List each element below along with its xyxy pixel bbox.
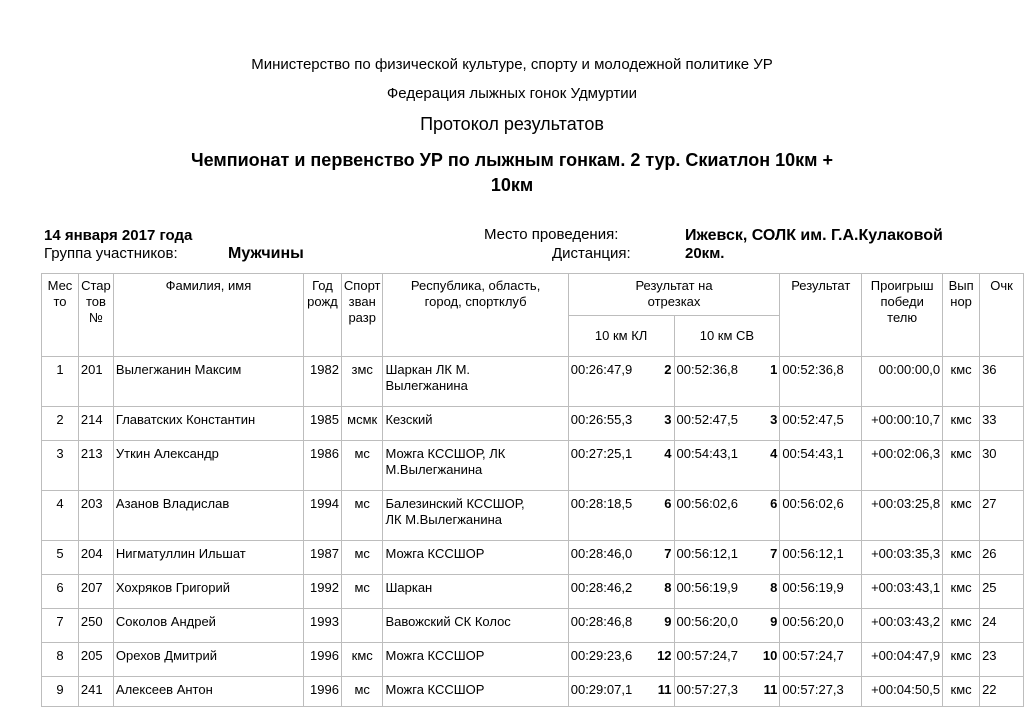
cell-club: Можга КССШОР, ЛК М.Вылегжанина: [383, 441, 568, 491]
col-leg1: 10 км КЛ: [568, 316, 674, 357]
cell-result: 00:54:43,1: [780, 441, 862, 491]
col-qual: Вып нор: [943, 274, 980, 357]
cell-rank: змс: [341, 357, 383, 407]
cell-place: 4: [42, 491, 79, 541]
col-rank: Спорт зван разр: [341, 274, 383, 357]
cell-bib: 241: [78, 677, 113, 707]
cell-p2: 10: [758, 643, 780, 677]
cell-place: 2: [42, 407, 79, 441]
col-name: Фамилия, имя: [113, 274, 303, 357]
cell-place: 8: [42, 643, 79, 677]
cell-name: Орехов Дмитрий: [113, 643, 303, 677]
cell-club: Балезинский КССШОР, ЛК М.Вылегжанина: [383, 491, 568, 541]
ministry-line: Министерство по физической культуре, спорту и молодежной политике УР: [251, 56, 773, 73]
cell-behind: 00:00:00,0: [862, 357, 943, 407]
cell-points: 25: [980, 575, 1024, 609]
table-row: [42, 541, 1024, 575]
cell-behind: +00:03:25,8: [862, 491, 943, 541]
cell-behind: +00:03:43,2: [862, 609, 943, 643]
cell-p1: 9: [652, 609, 674, 643]
cell-t2: 00:56:12,1: [674, 541, 758, 575]
cell-t2: 00:56:20,0: [674, 609, 758, 643]
federation-line: Федерация лыжных гонок Удмуртии: [386, 85, 638, 102]
cell-year: 1994: [303, 491, 341, 541]
event-date: 14 января 2017 года: [44, 227, 193, 244]
cell-bib: 250: [78, 609, 113, 643]
cell-name: Хохряков Григорий: [113, 575, 303, 609]
cell-rank: [341, 609, 383, 643]
venue-value: Ижевск, СОЛК им. Г.А.Кулаковой: [685, 227, 943, 244]
col-bib: Стар тов №: [78, 274, 113, 357]
cell-points: 24: [980, 609, 1024, 643]
cell-points: 27: [980, 491, 1024, 541]
cell-t1: 00:29:23,6: [568, 643, 652, 677]
cell-p2: 9: [758, 609, 780, 643]
cell-qual: кмс: [943, 575, 980, 609]
cell-behind: +00:04:47,9: [862, 643, 943, 677]
cell-p1: 7: [652, 541, 674, 575]
cell-p1: 11: [652, 677, 674, 707]
cell-result: 00:56:02,6: [780, 491, 862, 541]
cell-year: 1993: [303, 609, 341, 643]
cell-club: Кезский: [383, 407, 568, 441]
cell-name: Алексеев Антон: [113, 677, 303, 707]
cell-p2: 8: [758, 575, 780, 609]
cell-bib: 203: [78, 491, 113, 541]
cell-t2: 00:56:19,9: [674, 575, 758, 609]
cell-p2: 1: [758, 357, 780, 407]
cell-t1: 00:29:07,1: [568, 677, 652, 707]
cell-year: 1992: [303, 575, 341, 609]
event-title-line2: 10км: [490, 175, 534, 195]
cell-place: 5: [42, 541, 79, 575]
cell-place: 9: [42, 677, 79, 707]
cell-t1: 00:28:46,0: [568, 541, 652, 575]
table-row: [42, 407, 1024, 441]
cell-behind: +00:04:50,5: [862, 677, 943, 707]
cell-year: 1996: [303, 643, 341, 677]
cell-qual: кмс: [943, 441, 980, 491]
cell-rank: мс: [341, 441, 383, 491]
cell-p1: 6: [652, 491, 674, 541]
venue-label: Место проведения:: [484, 226, 619, 243]
cell-t2: 00:54:43,1: [674, 441, 758, 491]
cell-behind: +00:02:06,3: [862, 441, 943, 491]
cell-club: Шаркан: [383, 575, 568, 609]
cell-points: 22: [980, 677, 1024, 707]
cell-result: 00:52:36,8: [780, 357, 862, 407]
cell-bib: 207: [78, 575, 113, 609]
cell-name: Главатских Константин: [113, 407, 303, 441]
cell-rank: мс: [341, 491, 383, 541]
cell-year: 1987: [303, 541, 341, 575]
table-row: [42, 643, 1024, 677]
cell-place: 1: [42, 357, 79, 407]
table-row: [42, 609, 1024, 643]
distance-label: Дистанция:: [552, 245, 631, 262]
col-club: Республика, область, город, спортклуб: [383, 274, 568, 357]
cell-name: Азанов Владислав: [113, 491, 303, 541]
table-row: [42, 491, 1024, 541]
cell-p2: 7: [758, 541, 780, 575]
cell-t1: 00:27:25,1: [568, 441, 652, 491]
cell-place: 6: [42, 575, 79, 609]
cell-place: 3: [42, 441, 79, 491]
cell-behind: +00:03:43,1: [862, 575, 943, 609]
event-title-line1: Чемпионат и первенство УР по лыжным гонкам. 2 тур. Скиатлон 10км +: [191, 150, 833, 170]
cell-behind: +00:00:10,7: [862, 407, 943, 441]
cell-bib: 205: [78, 643, 113, 677]
cell-p1: 8: [652, 575, 674, 609]
cell-t1: 00:28:46,2: [568, 575, 652, 609]
cell-p2: 3: [758, 407, 780, 441]
cell-name: Соколов Андрей: [113, 609, 303, 643]
cell-bib: 201: [78, 357, 113, 407]
distance-value: 20км.: [685, 245, 725, 262]
group-value: Мужчины: [228, 245, 304, 262]
cell-t1: 00:28:18,5: [568, 491, 652, 541]
cell-qual: кмс: [943, 643, 980, 677]
cell-rank: кмс: [341, 643, 383, 677]
cell-p1: 4: [652, 441, 674, 491]
cell-t1: 00:26:55,3: [568, 407, 652, 441]
cell-t2: 00:57:24,7: [674, 643, 758, 677]
col-splits: Результат на отрезках: [568, 274, 780, 316]
cell-rank: мс: [341, 541, 383, 575]
protocol-heading: Протокол результатов: [420, 114, 604, 134]
cell-place: 7: [42, 609, 79, 643]
cell-rank: мс: [341, 677, 383, 707]
table-row: [42, 357, 1024, 407]
cell-t1: 00:26:47,9: [568, 357, 652, 407]
col-points: Очк: [980, 274, 1024, 357]
cell-t2: 00:56:02,6: [674, 491, 758, 541]
cell-points: 30: [980, 441, 1024, 491]
cell-year: 1986: [303, 441, 341, 491]
cell-result: 00:57:27,3: [780, 677, 862, 707]
cell-qual: кмс: [943, 357, 980, 407]
cell-behind: +00:03:35,3: [862, 541, 943, 575]
cell-name: Уткин Александр: [113, 441, 303, 491]
results-table: [41, 273, 1024, 707]
cell-t2: 00:52:47,5: [674, 407, 758, 441]
cell-qual: кмс: [943, 677, 980, 707]
cell-club: Можга КССШОР: [383, 541, 568, 575]
cell-t2: 00:57:27,3: [674, 677, 758, 707]
cell-p2: 4: [758, 441, 780, 491]
cell-qual: кмс: [943, 407, 980, 441]
cell-t1: 00:28:46,8: [568, 609, 652, 643]
cell-name: Нигматуллин Ильшат: [113, 541, 303, 575]
cell-p1: 12: [652, 643, 674, 677]
col-result: Результат: [780, 274, 862, 357]
col-behind: Проигрыш победи телю: [862, 274, 943, 357]
cell-result: 00:52:47,5: [780, 407, 862, 441]
cell-points: 33: [980, 407, 1024, 441]
cell-year: 1985: [303, 407, 341, 441]
cell-club: Можга КССШОР: [383, 677, 568, 707]
cell-year: 1982: [303, 357, 341, 407]
cell-p2: 11: [758, 677, 780, 707]
cell-bib: 204: [78, 541, 113, 575]
table-row: [42, 575, 1024, 609]
cell-rank: мс: [341, 575, 383, 609]
cell-p2: 6: [758, 491, 780, 541]
cell-qual: кмс: [943, 609, 980, 643]
cell-points: 36: [980, 357, 1024, 407]
cell-result: 00:57:24,7: [780, 643, 862, 677]
col-leg2: 10 км СВ: [674, 316, 780, 357]
cell-club: Можга КССШОР: [383, 643, 568, 677]
cell-club: Вавожский СК Колос: [383, 609, 568, 643]
cell-points: 23: [980, 643, 1024, 677]
cell-bib: 213: [78, 441, 113, 491]
col-place: Мес то: [42, 274, 79, 357]
cell-result: 00:56:12,1: [780, 541, 862, 575]
col-year: Год рожд: [303, 274, 341, 357]
cell-qual: кмс: [943, 491, 980, 541]
cell-p1: 3: [652, 407, 674, 441]
cell-p1: 2: [652, 357, 674, 407]
group-label: Группа участников:: [44, 245, 178, 262]
cell-year: 1996: [303, 677, 341, 707]
cell-t2: 00:52:36,8: [674, 357, 758, 407]
table-row: [42, 677, 1024, 707]
cell-bib: 214: [78, 407, 113, 441]
cell-club: Шаркан ЛК М. Вылегжанина: [383, 357, 568, 407]
cell-points: 26: [980, 541, 1024, 575]
cell-qual: кмс: [943, 541, 980, 575]
cell-result: 00:56:20,0: [780, 609, 862, 643]
table-row: [42, 441, 1024, 491]
cell-name: Вылегжанин Максим: [113, 357, 303, 407]
cell-result: 00:56:19,9: [780, 575, 862, 609]
cell-rank: мсмк: [341, 407, 383, 441]
